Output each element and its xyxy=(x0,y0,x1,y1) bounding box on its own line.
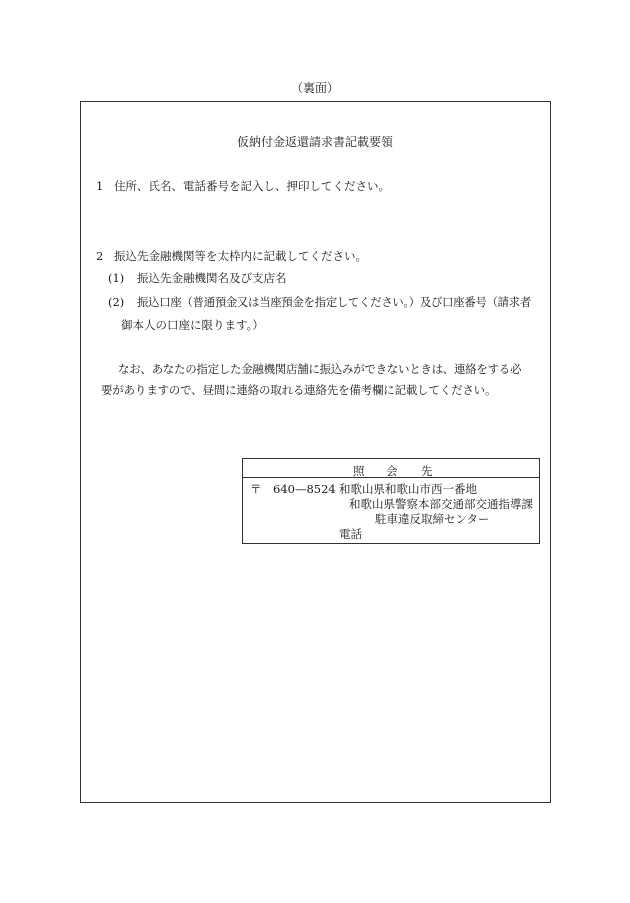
reference-phone-label: 電話 xyxy=(339,527,362,541)
reference-center: 駐車違反取締センター xyxy=(375,512,490,526)
item-1-text: 住所、氏名、電話番号を記入し、押印してください。 xyxy=(114,179,390,193)
postal-code: 640—8524 xyxy=(273,482,336,496)
postal-mark-icon: 〒 xyxy=(250,482,262,496)
item-2-text: 振込先金融機関等を太枠内に記載してください。 xyxy=(114,249,367,263)
subitem-1-number: (1) xyxy=(108,271,125,285)
subitem-1-text: 振込先金融機関名及び支店名 xyxy=(137,271,287,285)
reference-box xyxy=(242,458,540,544)
document-frame xyxy=(80,101,551,803)
note-line-1: なお、あなたの指定した金融機関店舗に振込みができないときは、連絡をする必 xyxy=(118,362,522,376)
subitem-2-continuation: 御本人の口座に限ります。） xyxy=(121,318,264,332)
subitem-2-number: (2) xyxy=(108,295,125,309)
reference-header-char-2: 会 xyxy=(386,464,398,478)
reference-box-header xyxy=(243,459,539,478)
note-line-2: 要がありますので、昼間に連絡の取れる連絡先を備考欄に記載してください。 xyxy=(101,383,497,397)
subitem-2-text: 振込口座（普通預金又は当座預金を指定してください。）及び口座番号（請求者 xyxy=(137,295,531,309)
reference-department: 和歌山県警察本部交通部交通指導課 xyxy=(349,497,533,511)
item-2-number: 2 xyxy=(96,249,104,263)
item-1-number: 1 xyxy=(96,179,104,193)
reference-address: 和歌山県和歌山市西一番地 xyxy=(339,482,477,496)
reference-header-char-3: 先 xyxy=(421,464,433,478)
document-title: 仮納付金返還請求書記載要領 xyxy=(236,135,393,149)
page-side-label: （裏面） xyxy=(290,81,339,95)
reference-header-char-1: 照 xyxy=(353,464,365,478)
